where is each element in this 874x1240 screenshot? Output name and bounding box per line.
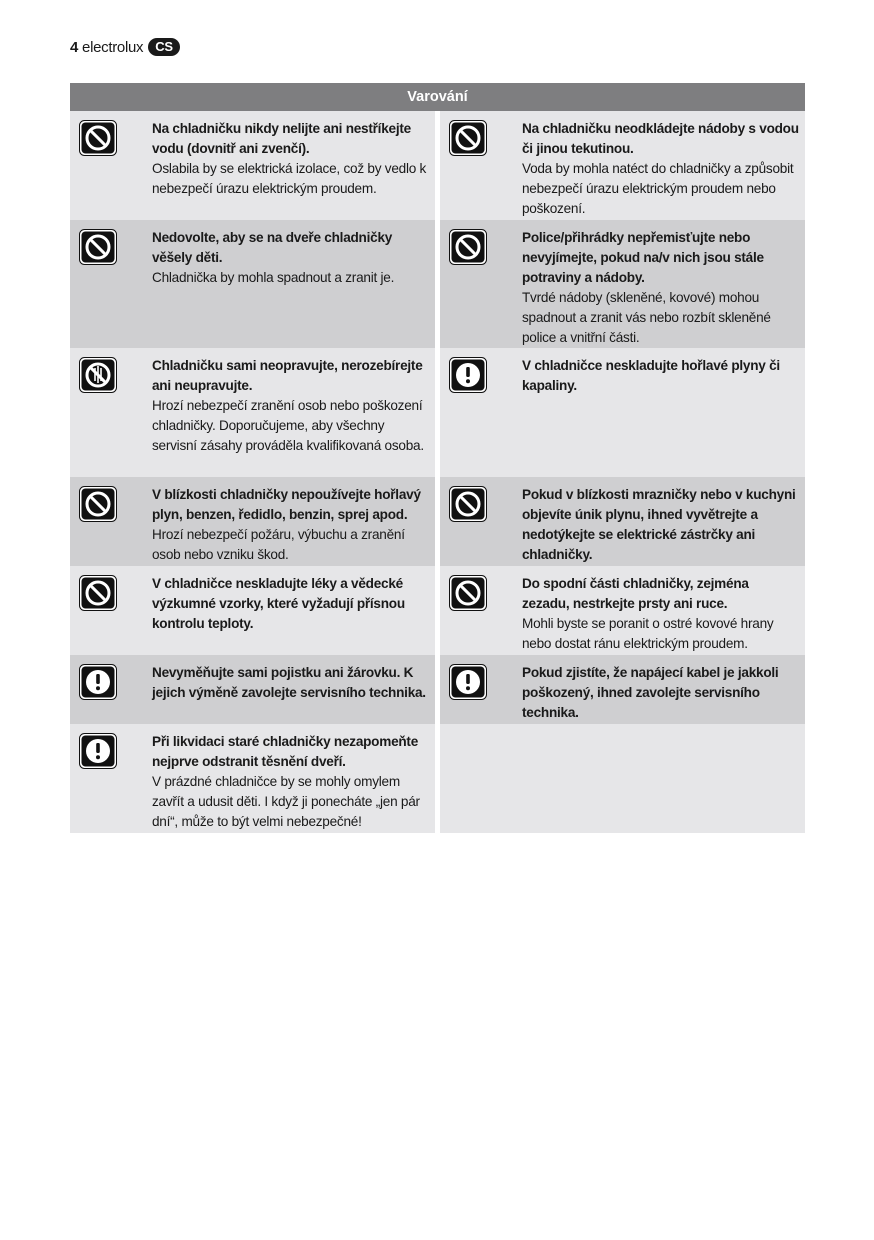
warning-text xyxy=(152,356,429,456)
warning-heading: V chladničce neskladujte hořlavé plyny či kapaliny. xyxy=(522,358,780,393)
prohibition-icon xyxy=(448,229,488,265)
warning-cell xyxy=(440,220,805,348)
table-row xyxy=(70,111,805,220)
warning-heading: Nevyměňujte sami pojistku ani žárovku. K jejich výměně zavolejte servisního technika. xyxy=(152,665,426,700)
warning-text xyxy=(152,228,429,288)
warning-heading: Pokud v blízkosti mrazničky nebo v kuchyni objevíte únik plynu, ihned vyvětrejte a nedotýkejte se elektrické zástrčky ani chladničky. xyxy=(522,487,796,562)
warning-text xyxy=(522,228,799,348)
warning-cell xyxy=(440,111,805,220)
warning-heading: Na chladničku nikdy nelijte ani nestříkejte vodu (dovnitř ani zvenčí). xyxy=(152,121,411,156)
table-title: Varování xyxy=(70,83,805,111)
warning-cell xyxy=(440,566,805,655)
warning-cell xyxy=(440,477,805,566)
page-number: 4 xyxy=(70,38,79,56)
warning-description: Hrozí nebezpečí požáru, výbuchu a zranění osob nebo vzniku škod. xyxy=(152,527,405,562)
warning-cell xyxy=(70,477,435,566)
warning-cell xyxy=(70,566,435,655)
warning-description: Hrozí nebezpečí zranění osob nebo poškození chladničky. Doporučujeme, aby všechny servisní zásahy prováděla kvalifikovaná osoba. xyxy=(152,398,424,453)
warning-cell xyxy=(440,348,805,477)
warning-text xyxy=(152,485,429,565)
no-disassembly-icon xyxy=(78,357,118,393)
exclamation-icon xyxy=(448,664,488,700)
warning-text xyxy=(152,732,429,832)
brand-name: electrolux xyxy=(82,38,144,56)
warning-text xyxy=(152,574,429,634)
warning-description: Tvrdé nádoby (skleněné, kovové) mohou spadnout a zranit vás nebo rozbít skleněné police a vnitřní části. xyxy=(522,290,771,345)
prohibition-icon xyxy=(448,575,488,611)
warning-cell xyxy=(440,655,805,724)
warning-cell xyxy=(70,724,435,833)
warning-heading: Na chladničku neodkládejte nádoby s vodou či jinou tekutinou. xyxy=(522,121,799,156)
warning-heading: Při likvidaci staré chladničky nezapomeňte nejprve odstranit těsnění dveří. xyxy=(152,734,419,769)
prohibition-icon xyxy=(448,486,488,522)
warning-text xyxy=(152,119,429,199)
warning-text xyxy=(522,356,799,396)
exclamation-icon xyxy=(78,733,118,769)
warning-cell xyxy=(70,220,435,348)
prohibition-icon xyxy=(78,486,118,522)
warning-description: Mohli byste se poranit o ostré kovové hrany nebo dostat ránu elektrickým proudem. xyxy=(522,616,774,651)
warning-text xyxy=(152,663,429,703)
warning-heading: Do spodní části chladničky, zejména zezadu, nestrkejte prsty ani ruce. xyxy=(522,576,749,611)
warning-heading: Police/přihrádky nepřemisťujte nebo nevyjímejte, pokud na/v nich jsou stále potraviny a nádoby. xyxy=(522,230,764,285)
exclamation-icon xyxy=(448,357,488,393)
warning-heading: V chladničce neskladujte léky a vědecké výzkumné vzorky, které vyžadují přísnou kontrolu teploty. xyxy=(152,576,405,631)
table-row xyxy=(70,477,805,566)
warning-heading: Pokud zjistíte, že napájecí kabel je jakkoli poškozený, ihned zavolejte servisního technika. xyxy=(522,665,779,720)
prohibition-icon xyxy=(448,120,488,156)
warning-cell xyxy=(70,655,435,724)
warning-text xyxy=(522,485,799,565)
warning-text xyxy=(522,574,799,654)
table-row xyxy=(70,566,805,655)
table-row xyxy=(70,655,805,724)
warning-description: Oslabila by se elektrická izolace, což by vedlo k nebezpečí úrazu elektrickým proudem. xyxy=(152,161,427,196)
table-row xyxy=(70,348,805,477)
language-badge: CS xyxy=(148,38,179,56)
warning-description: Chladnička by mohla spadnout a zranit je. xyxy=(152,270,395,285)
warning-text xyxy=(522,663,799,723)
warning-cell xyxy=(70,111,435,220)
warning-description: Voda by mohla natéct do chladničky a způsobit nebezpečí úrazu elektrickým proudem nebo poškození. xyxy=(522,161,794,216)
warning-heading: Chladničku sami neopravujte, nerozebírejte ani neupravujte. xyxy=(152,358,423,393)
warnings-table xyxy=(70,83,805,833)
page-header xyxy=(70,38,180,56)
prohibition-icon xyxy=(78,575,118,611)
warning-text xyxy=(522,119,799,219)
prohibition-icon xyxy=(78,120,118,156)
empty-cell xyxy=(440,724,805,833)
warning-cell xyxy=(70,348,435,477)
warning-heading: Nedovolte, aby se na dveře chladničky věšely děti. xyxy=(152,230,393,265)
table-row xyxy=(70,220,805,348)
table-row xyxy=(70,724,805,833)
warning-heading: V blízkosti chladničky nepoužívejte hořlavý plyn, benzen, ředidlo, benzin, sprej apod. xyxy=(152,487,421,522)
warning-description: V prázdné chladničce by se mohly omylem zavřít a udusit děti. I když ji ponecháte „jen pár dní“, může to být velmi nebezpečné! xyxy=(152,774,420,829)
exclamation-icon xyxy=(78,664,118,700)
prohibition-icon xyxy=(78,229,118,265)
